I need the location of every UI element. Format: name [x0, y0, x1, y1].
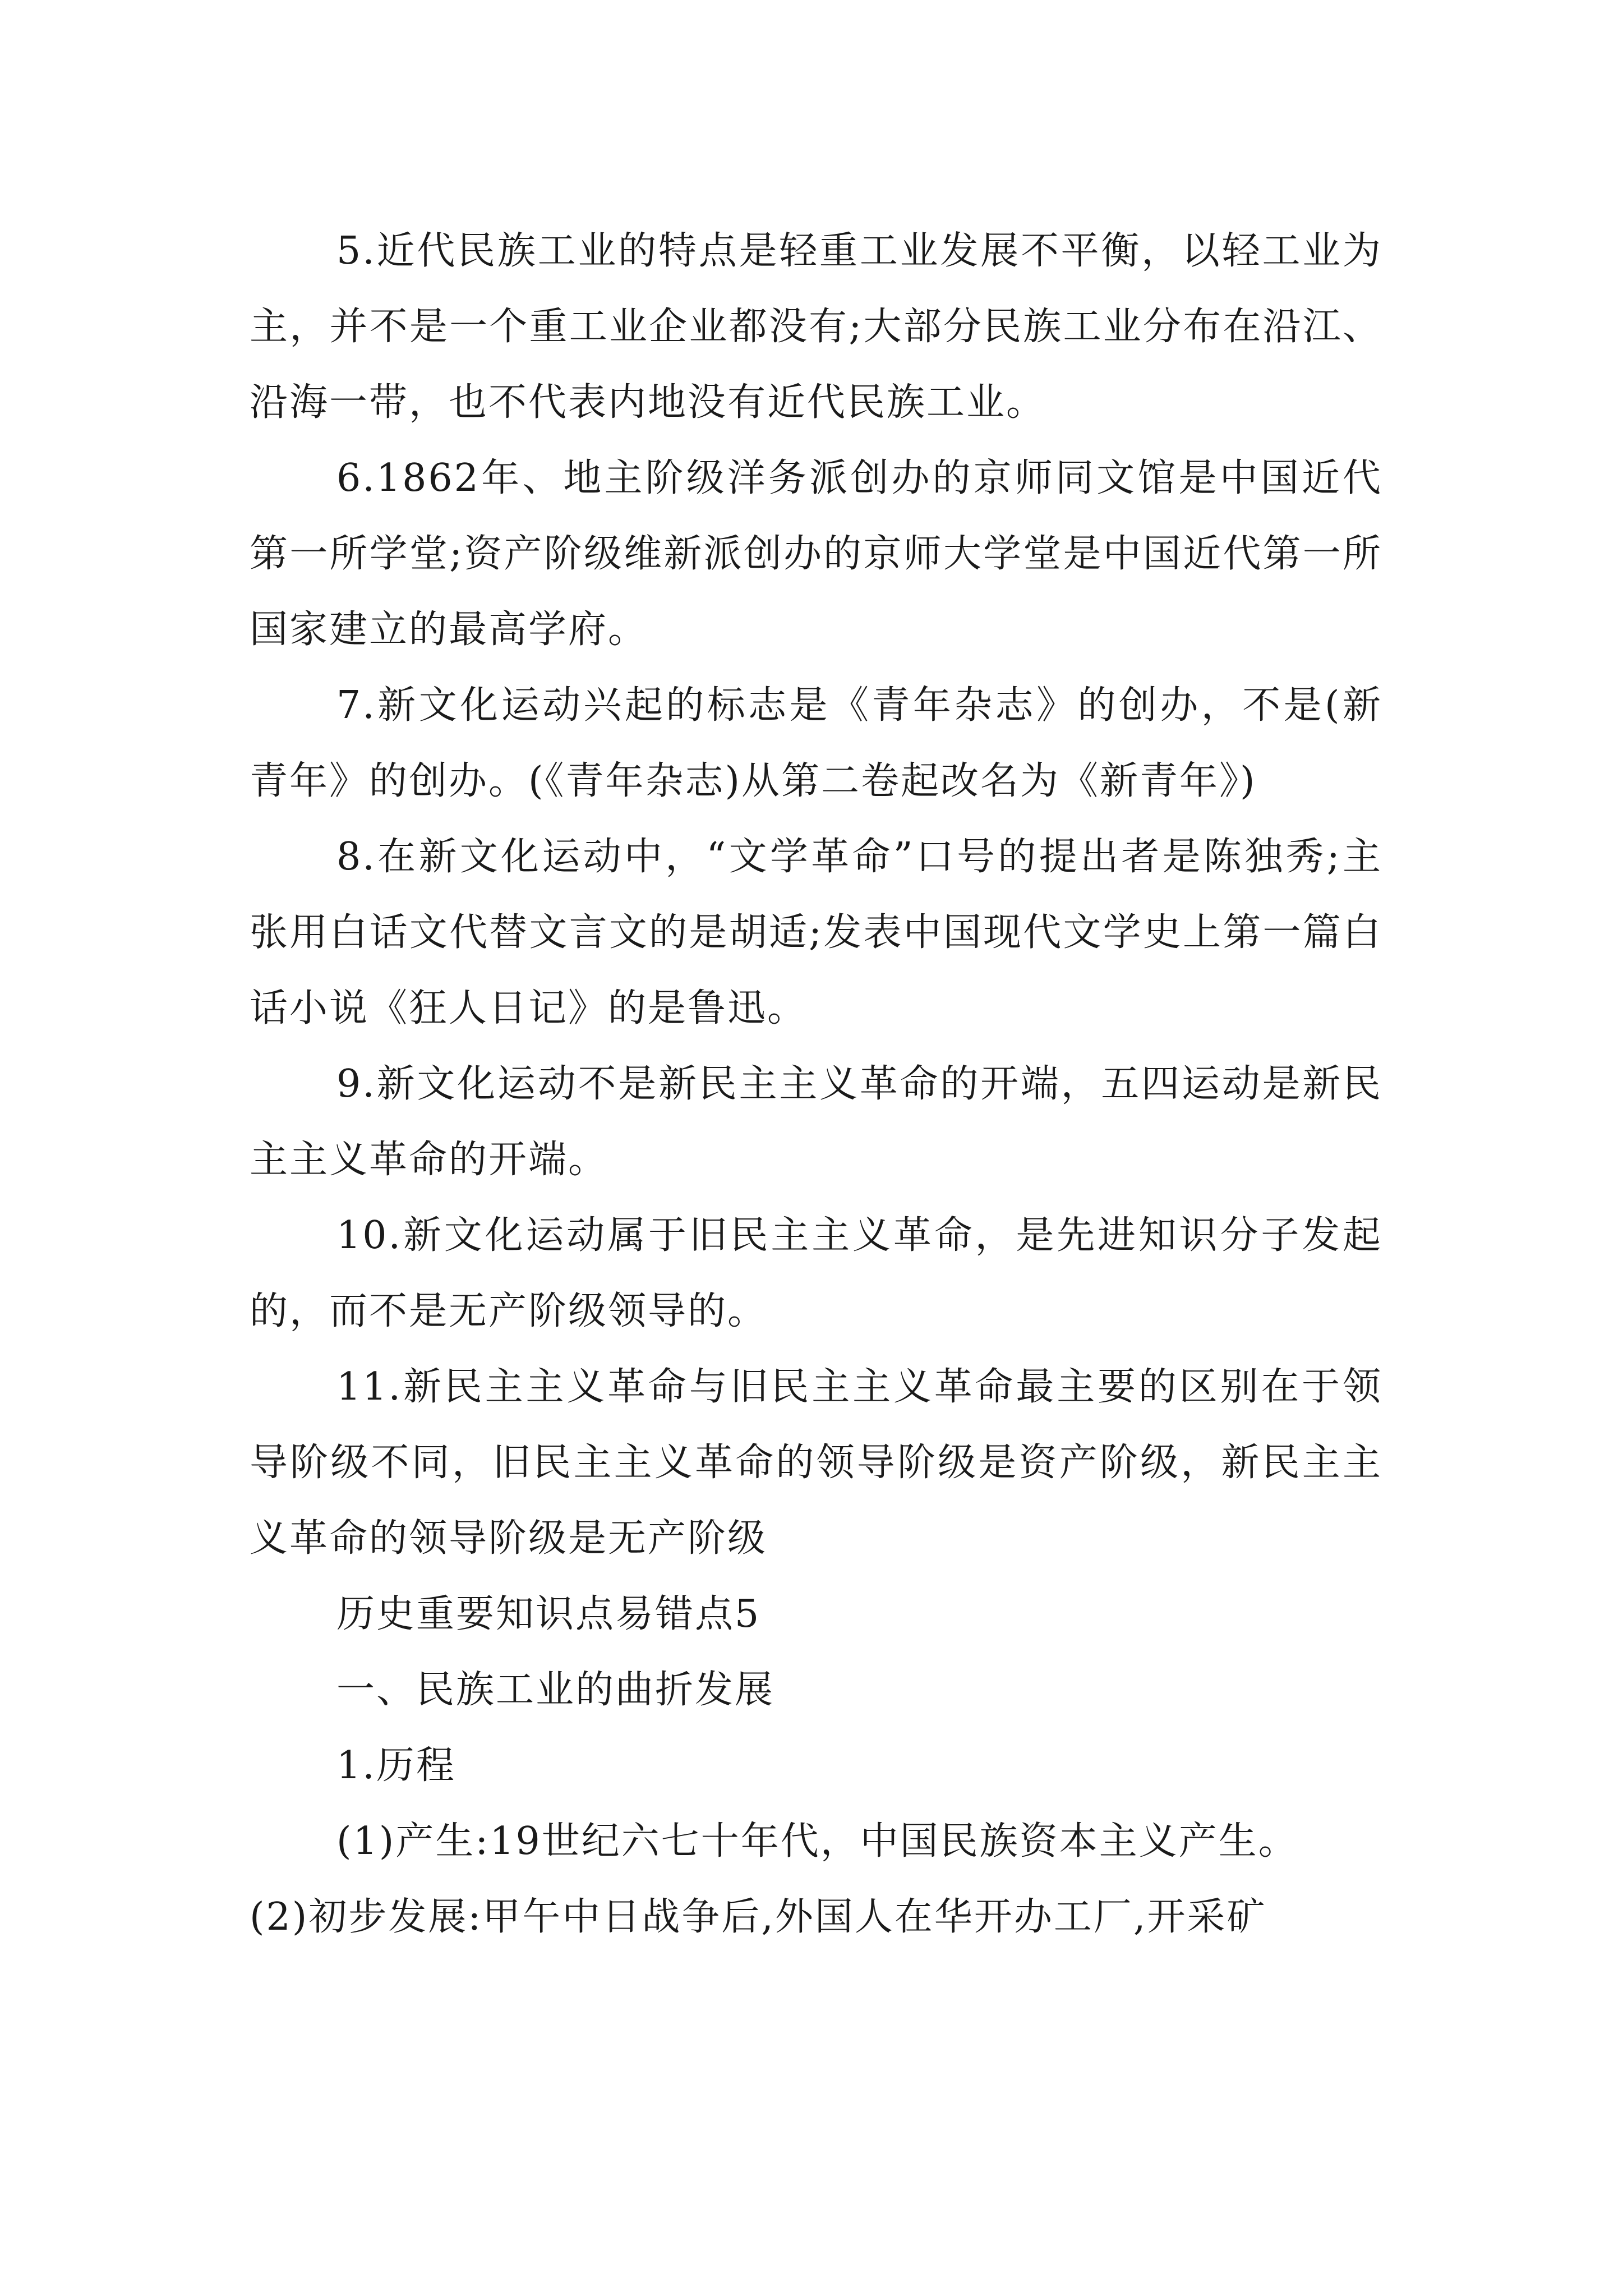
- paragraph-item-6: 6.1862年、地主阶级洋务派创办的京师同文馆是中国近代第一所学堂;资产阶级维新派创办的京师大学堂是中国近代第一所国家建立的最高学府。: [250, 456, 1382, 652]
- section-heading: 历史重要知识点易错点5: [336, 1592, 761, 1636]
- paragraph-item-5: 5.近代民族工业的特点是轻重工业发展不平衡，以轻工业为主，并不是一个重工业企业都没有;大部分民族工业分布在沿江、沿海一带，也不代表内地没有近代民族工业。: [250, 229, 1382, 425]
- list-heading: 1.历程: [336, 1743, 456, 1788]
- list-item-2: (2)初步发展:甲午中日战争后,外国人在华开办工厂,开采矿: [250, 1895, 1267, 1939]
- document-body: [250, 213, 1382, 1955]
- subsection-heading: 一、民族工业的曲折发展: [336, 1668, 775, 1712]
- list-item-1: (1)产生:19世纪六七十年代，中国民族资本主义产生。: [336, 1819, 1298, 1864]
- paragraph-item-11: 11.新民主主义革命与旧民主主义革命最主要的区别在于领导阶级不同，旧民主主义革命的领导阶级是资产阶级，新民主主义革命的领导阶级是无产阶级: [250, 1365, 1382, 1561]
- paragraph-item-7: 7.新文化运动兴起的标志是《青年杂志》的创办，不是(新青年》的创办。(《青年杂志)从第二卷起改名为《新青年》): [250, 683, 1382, 803]
- paragraph-item-10: 10.新文化运动属于旧民主主义革命，是先进知识分子发起的，而不是无产阶级领导的。: [250, 1213, 1382, 1333]
- paragraph-item-9: 9.新文化运动不是新民主主义革命的开端，五四运动是新民主主义革命的开端。: [250, 1062, 1382, 1182]
- paragraph-item-8: 8.在新文化运动中，“文学革命”口号的提出者是陈独秀;主张用白话文代替文言文的是胡适;发表中国现代文学史上第一篇白话小说《狂人日记》的是鲁迅。: [250, 835, 1382, 1030]
